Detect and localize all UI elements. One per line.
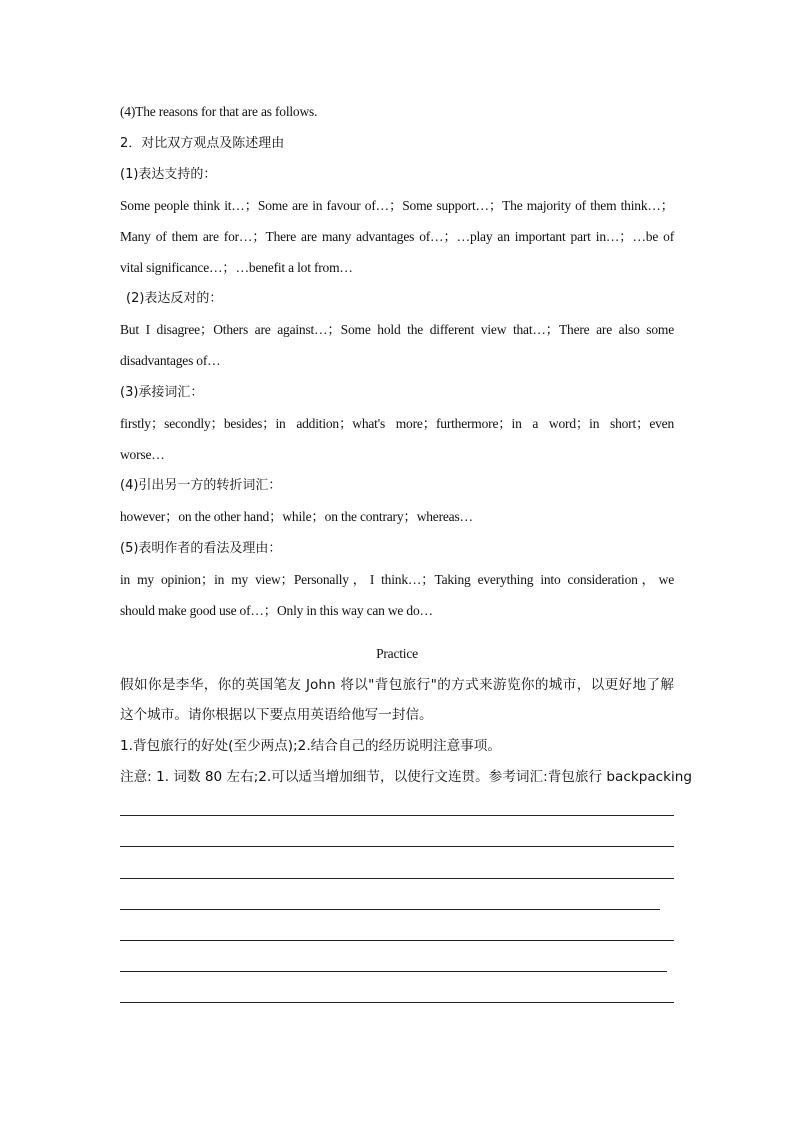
oppose-line-1: But I disagree；Others are against…；Some hold the different view that…；There are also some <box>120 322 674 337</box>
oppose-line-2: disadvantages of… <box>120 353 221 368</box>
section-2-heading: 2．对比双方观点及陈述理由 <box>120 136 285 151</box>
practice-title: Practice <box>376 646 418 661</box>
practice-prompt-line-1: 假如你是李华，你的英国笔友 John 将以"背包旅行"的方式来游览你的城市，以更好地了解 <box>120 677 674 693</box>
support-line-3: vital significance…；…benefit a lot from… <box>120 260 353 275</box>
answer-line-2[interactable] <box>120 846 674 847</box>
practice-notes: 注意: 1. 词数 80 左右;2.可以适当增加细节，以使行文连贯。参考词汇:背包旅行 backpacking <box>120 769 693 785</box>
support-heading: (1)表达支持的： <box>120 167 217 182</box>
opinion-line-1: in my opinion；in my view；Personally，I think…；Taking everything into consideration，we <box>120 572 674 587</box>
oppose-heading: (2)表达反对的： <box>126 291 223 306</box>
answer-line-3[interactable] <box>120 878 674 879</box>
answer-line-7[interactable] <box>120 1002 674 1003</box>
answer-line-6[interactable] <box>120 971 667 972</box>
answer-line-1[interactable] <box>120 815 674 816</box>
practice-prompt-line-2: 这个城市。请你根据以下要点用英语给他写一封信。 <box>120 707 433 723</box>
practice-points: 1.背包旅行的好处(至少两点);2.结合自己的经历说明注意事项。 <box>120 738 501 754</box>
support-line-2: Many of them are for…；There are many advantages of…；…play an important part in…；…be of <box>120 229 674 244</box>
answer-line-4[interactable] <box>120 909 660 910</box>
connect-heading: (3)承接词汇： <box>120 385 204 400</box>
support-line-1: Some people think it…；Some are in favour of…；Some support…；The majority of them think…； <box>120 198 674 213</box>
item-4-reasons: (4)The reasons for that are as follows. <box>120 104 318 119</box>
opinion-heading: (5)表明作者的看法及理由： <box>120 541 282 556</box>
connect-line-2: worse… <box>120 447 165 462</box>
opinion-line-2: should make good use of…；Only in this way can we do… <box>120 603 433 618</box>
transition-heading: (4)引出另一方的转折词汇： <box>120 478 282 493</box>
connect-line-1: firstly；secondly；besides；in addition；what's more；furthermore；in a word；in short；even <box>120 416 674 431</box>
transition-line-1: however；on the other hand；while；on the contrary；whereas… <box>120 509 473 524</box>
answer-line-5[interactable] <box>120 940 674 941</box>
